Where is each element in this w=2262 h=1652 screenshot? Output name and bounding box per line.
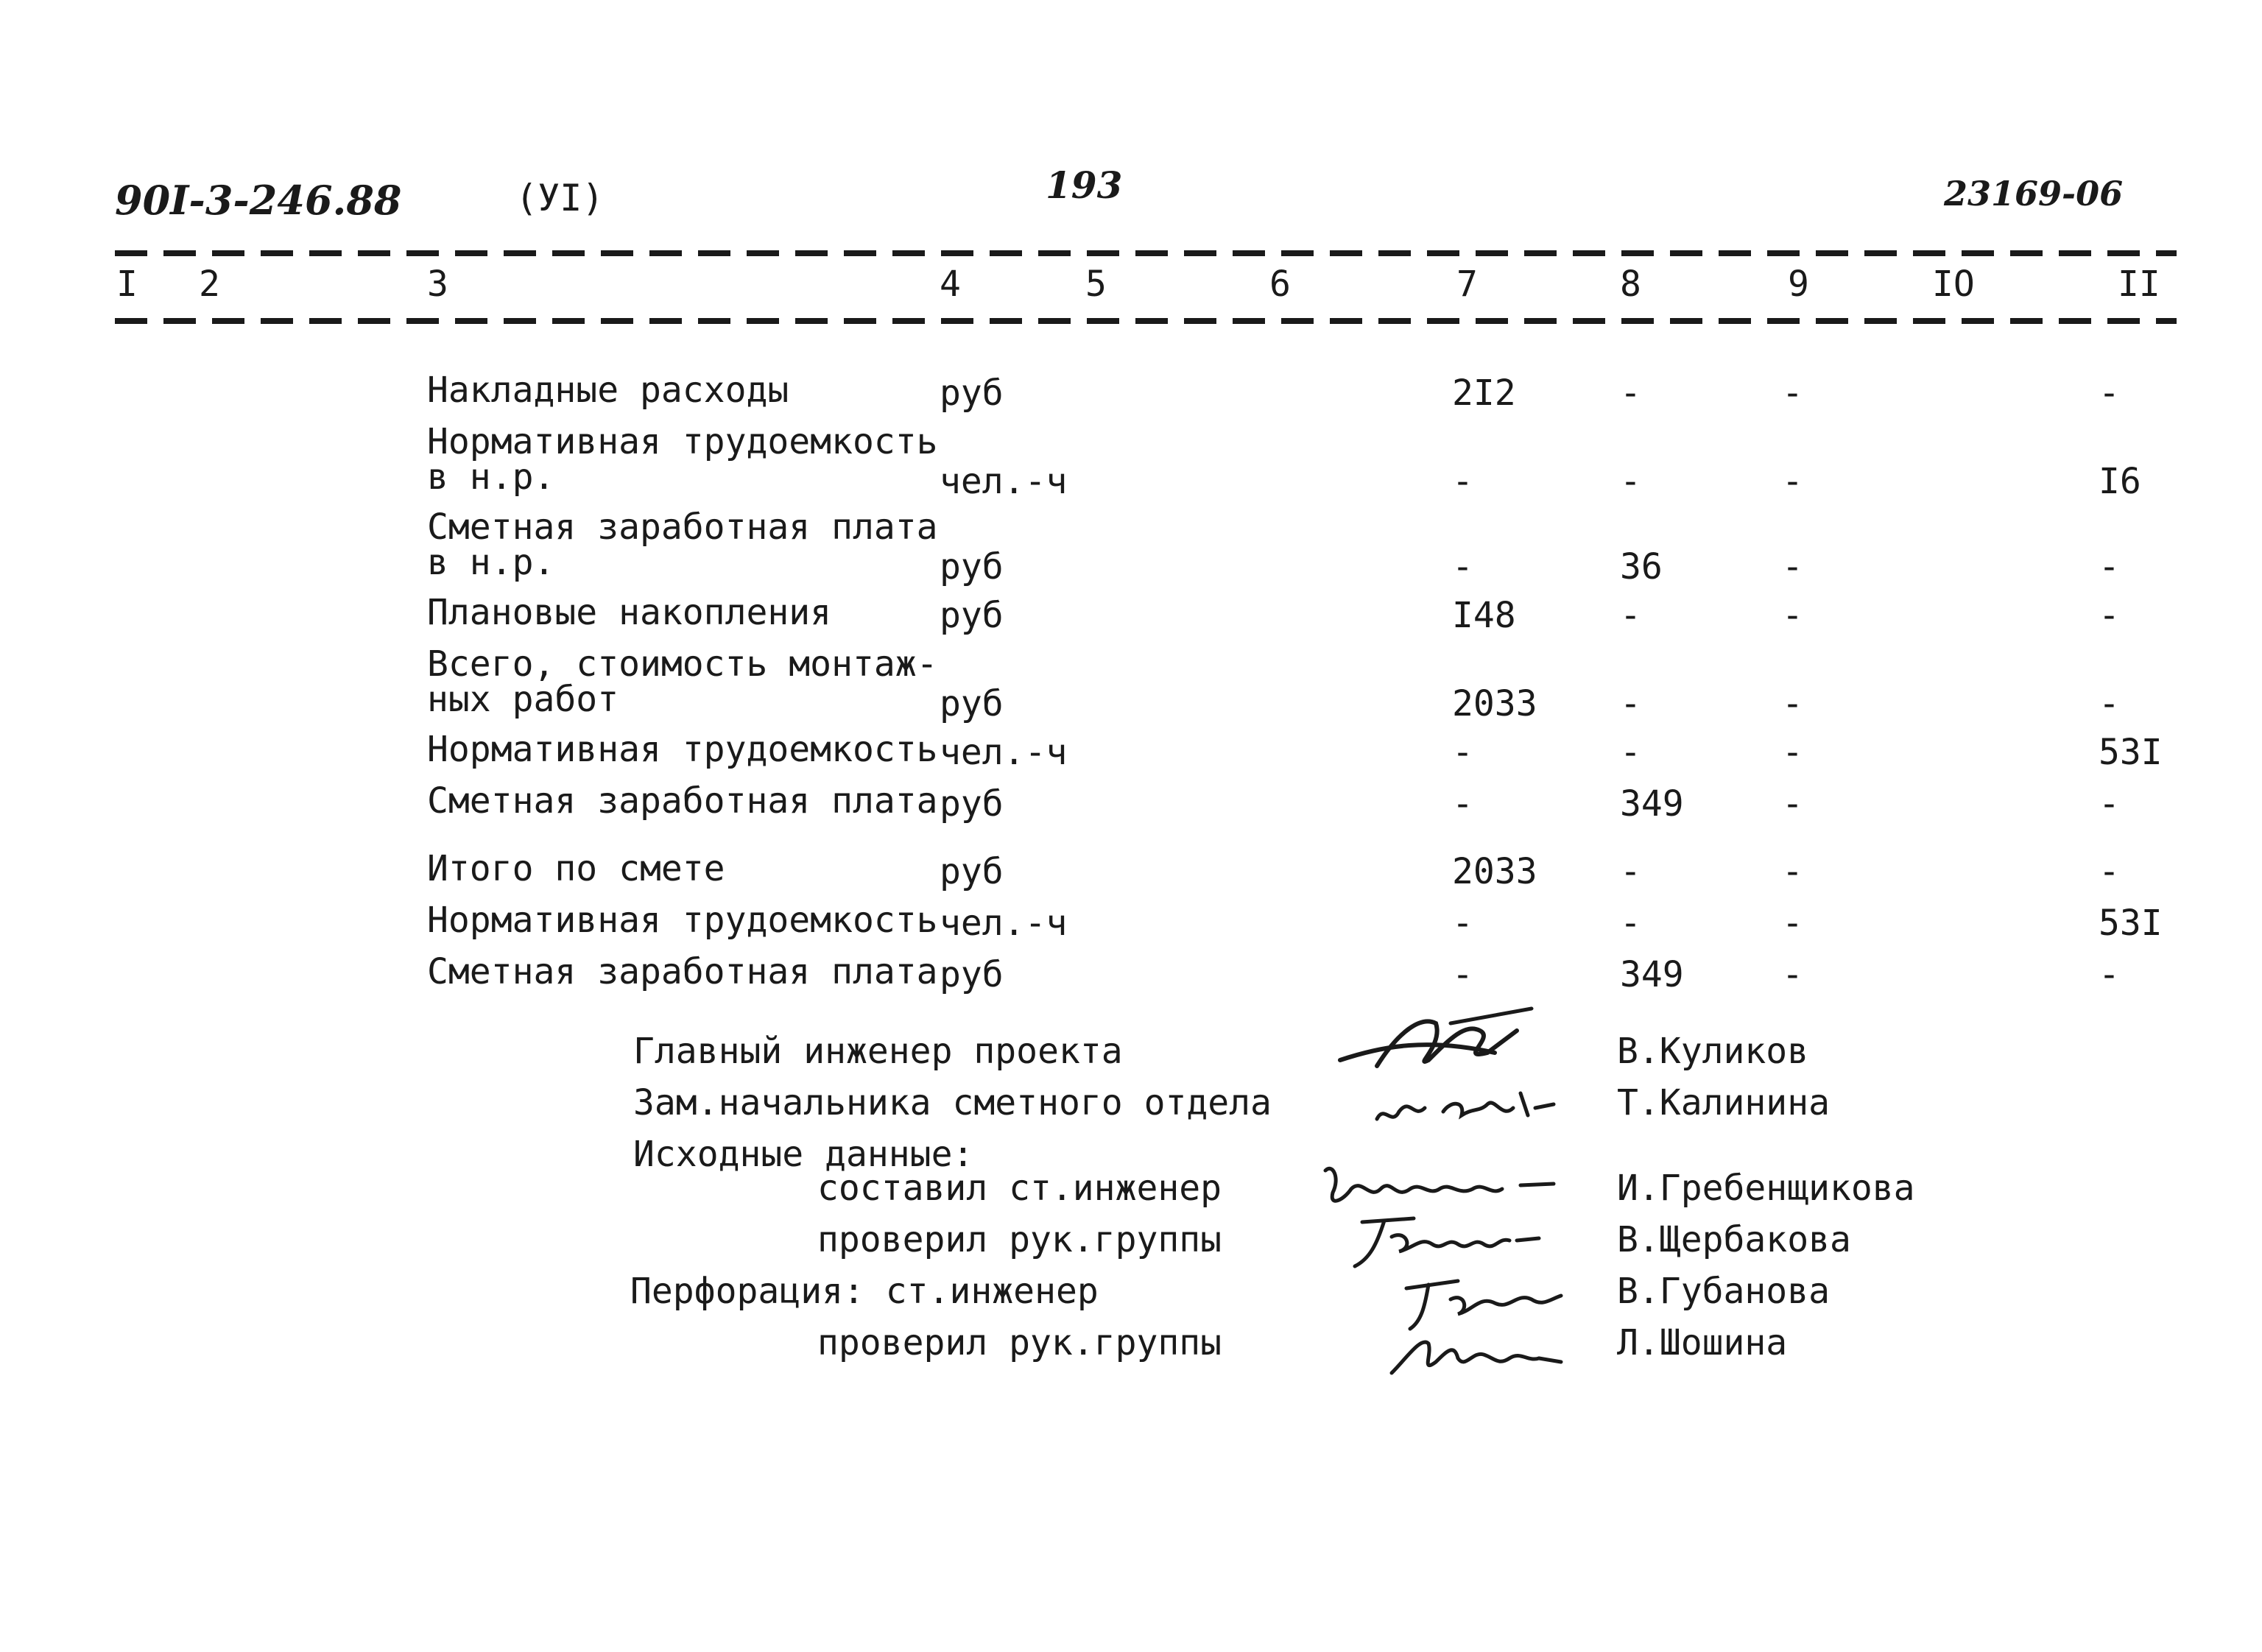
chief-engineer-name: В.Куликов [1617, 1031, 1809, 1072]
col9-value: - [1782, 851, 1803, 892]
header-top-rule [115, 250, 2177, 256]
col7-value: - [1452, 903, 1473, 944]
row-unit: руб [940, 783, 1004, 825]
col7-value: - [1452, 546, 1473, 587]
column-header: 6 [1269, 264, 1291, 305]
column-header: 7 [1456, 264, 1478, 305]
col11-value: - [2099, 851, 2120, 892]
row-unit: руб [940, 851, 1004, 892]
column-header: 8 [1620, 264, 1641, 305]
chief-engineer-title: Главный инженер проекта [633, 1031, 1123, 1072]
row-label: в н.р. [427, 456, 555, 498]
row-label: Всего, стоимость монтаж- [427, 643, 938, 685]
page-number: 193 [1046, 163, 1123, 207]
col7-value: - [1452, 783, 1473, 825]
col9-value: - [1782, 461, 1803, 502]
col7-value: - [1452, 954, 1473, 995]
checked-title: проверил рук.группы [817, 1219, 1222, 1260]
col11-value: 53I [2099, 903, 2163, 944]
row-label: Сметная заработная плата [427, 951, 938, 992]
row-label: Сметная заработная плата [427, 506, 938, 548]
row-unit: руб [940, 373, 1004, 414]
column-header: II [2118, 264, 2160, 305]
col9-value: - [1782, 546, 1803, 587]
col8-value: - [1620, 595, 1641, 636]
col11-value: 53I [2099, 732, 2163, 773]
row-label: Плановые накопления [427, 592, 832, 633]
perforation-checked-title: проверил рук.группы [817, 1322, 1222, 1363]
deputy-signature [1370, 1075, 1561, 1134]
compiled-name: И.Гребенщикова [1617, 1168, 1915, 1209]
col11-value: - [2099, 783, 2120, 825]
col11-value: - [2099, 595, 2120, 636]
column-header: IO [1932, 264, 1975, 305]
checked-name: В.Щербакова [1617, 1219, 1851, 1260]
col9-value: - [1782, 683, 1803, 724]
row-label: Сметная заработная плата [427, 780, 938, 822]
col11-value: - [2099, 373, 2120, 414]
col9-value: - [1782, 903, 1803, 944]
column-header: 3 [427, 264, 448, 305]
perforation-title: Перфорация: ст.инженер [630, 1271, 1099, 1312]
compiled-title: составил ст.инженер [817, 1168, 1222, 1209]
row-unit: руб [940, 546, 1004, 587]
column-header: 5 [1085, 264, 1107, 305]
checked-signature [1340, 1207, 1546, 1274]
row-unit: чел.-ч [940, 732, 1068, 773]
row-unit: руб [940, 683, 1004, 724]
col8-value: - [1620, 732, 1641, 773]
col11-value: I6 [2099, 461, 2141, 502]
row-label: Накладные расходы [427, 370, 789, 411]
col8-value: - [1620, 461, 1641, 502]
row-unit: чел.-ч [940, 903, 1068, 944]
perforation-name: В.Губанова [1617, 1271, 1830, 1312]
source-data-label: Исходные данные: [633, 1134, 974, 1175]
col8-value: - [1620, 683, 1641, 724]
column-header: 4 [940, 264, 961, 305]
row-unit: чел.-ч [940, 461, 1068, 502]
row-label: Итого по смете [427, 848, 725, 889]
col7-value: I48 [1452, 595, 1516, 636]
col9-value: - [1782, 783, 1803, 825]
col11-value: - [2099, 546, 2120, 587]
chief-engineer-signature [1325, 1001, 1546, 1082]
header-bottom-rule [115, 318, 2177, 324]
row-label: Нормативная трудоемкость [427, 900, 938, 941]
col8-value: 349 [1620, 783, 1684, 825]
row-unit: руб [940, 595, 1004, 636]
column-header: 2 [199, 264, 220, 305]
perforation-checked-name: Л.Шошина [1617, 1322, 1788, 1363]
col11-value: - [2099, 954, 2120, 995]
col9-value: - [1782, 373, 1803, 414]
col11-value: - [2099, 683, 2120, 724]
row-label: в н.р. [427, 542, 555, 583]
col9-value: - [1782, 954, 1803, 995]
row-label: Нормативная трудоемкость [427, 729, 938, 770]
col7-value: 2I2 [1452, 373, 1516, 414]
col9-value: - [1782, 595, 1803, 636]
col7-value: 2033 [1452, 683, 1537, 724]
col8-value: - [1620, 373, 1641, 414]
col8-value: - [1620, 851, 1641, 892]
deputy-title: Зам.начальника сметного отдела [633, 1082, 1272, 1123]
perforation-checked-signature [1384, 1321, 1568, 1380]
deputy-name: Т.Калинина [1617, 1082, 1830, 1123]
row-unit: руб [940, 954, 1004, 995]
col7-value: - [1452, 732, 1473, 773]
col8-value: 349 [1620, 954, 1684, 995]
col8-value: 36 [1620, 546, 1663, 587]
col7-value: - [1452, 461, 1473, 502]
column-header: 9 [1788, 264, 1809, 305]
col7-value: 2033 [1452, 851, 1537, 892]
archive-number: 23169-06 [1944, 174, 2124, 213]
section-number: (УI) [515, 177, 605, 219]
col8-value: - [1620, 903, 1641, 944]
row-label: ных работ [427, 679, 619, 720]
col9-value: - [1782, 732, 1803, 773]
row-label: Нормативная трудоемкость [427, 421, 938, 462]
document-code: 90I-3-246.88 [115, 177, 402, 224]
column-header: I [116, 264, 138, 305]
